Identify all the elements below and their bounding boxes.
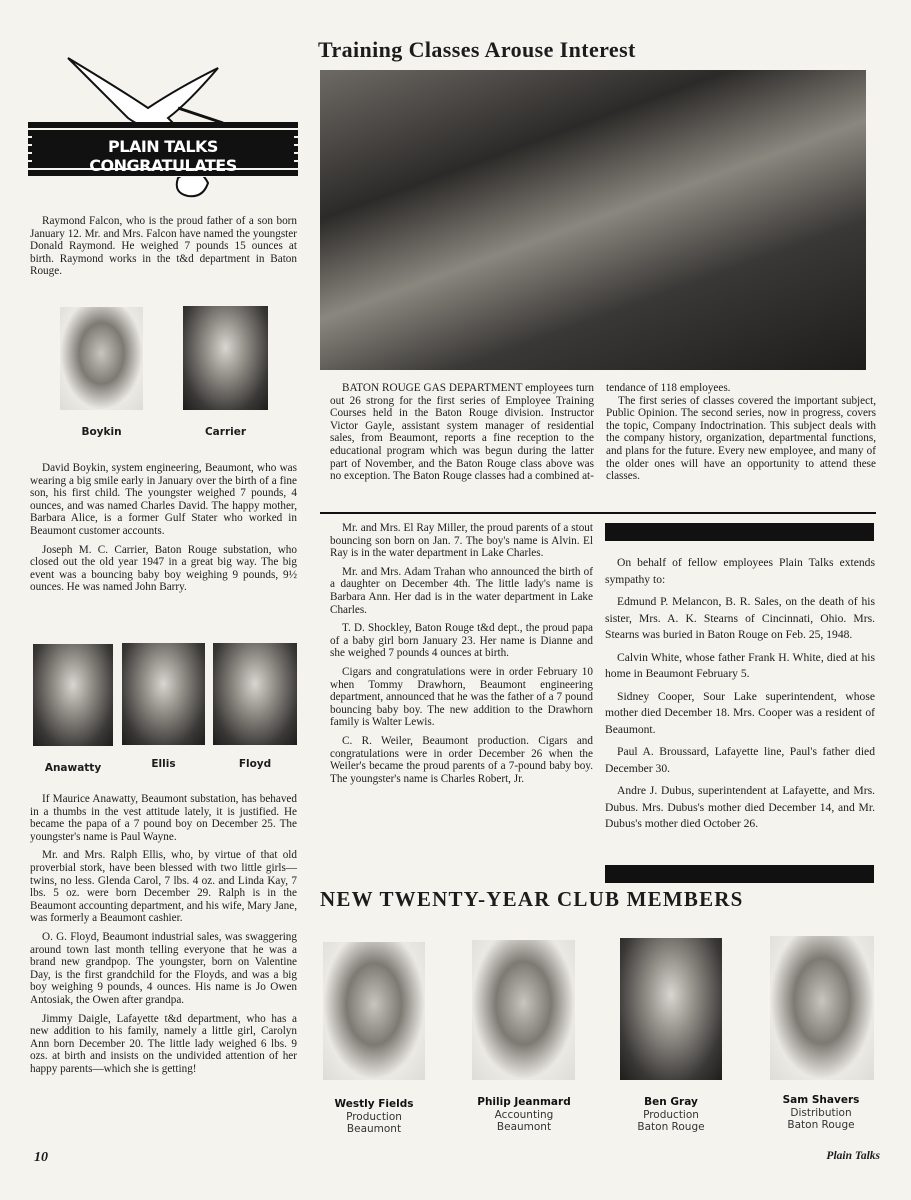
boykin-photo — [60, 307, 143, 410]
training-text-col1: BATON ROUGE GAS DEPARTMENT employees turn out 26 strong for the first series of Employee Training Courses held in the Baton Rouge division. Instructor Victor Gayle, assistant system manager of residential sales, from Beaumont, reports a fine reception to the educational program which was begun during the latter part of November, and the Baton Rouge class above was no exception. The Baton Rouge classes had a combined at- — [330, 382, 594, 483]
training-text-col2: tendance of 118 employees. The first series of classes covered the important subject, Public Opinion. The second series, now in progress, covers the topic, Company Indoctrination. This subject deals with the company history, organization, departmental functions, and plans for the future. Every new employee, and many of the older ones will have an opportunity to attend these classes. — [606, 382, 876, 483]
club-title: NEW TWENTY-YEAR CLUB MEMBERS — [320, 887, 744, 911]
caption-ellis: Ellis — [151, 758, 176, 770]
middle-column: Mr. and Mrs. El Ray Miller, the proud parents of a stout bouncing son born on Jan. 7. The boy's name is Alvin. El Ray is in the water department in Lake Charles. Mr. and Mrs. Adam Trahan who announced the birth of a daughter on December 4th. The little lady's name is Barbara Ann. Her dad is in the water department in Lake Charles. T. D. Shockley, Baton Rouge t&d dept., the proud papa of a baby girl born January 23. Her name is Dianne and she weighed 7 pounds 4 ounces at birth. Cigars and congratulations were in order February 10 when Tommy Drawhorn, Beaumont engineering department, announced that he was the father of a 7 pound bouncing baby boy. The new addition to the Drawhorn family is Walter Lewis. C. R. Weiler, Beaumont production. Cigars and congratulations were in order December 26 when the Weiler's became the proud parents of a 7-pound baby boy. The youngster's name is Charles Robert, Jr. — [330, 522, 593, 785]
caption-anawatty: Anawatty — [44, 762, 102, 774]
member-caption: Westly Fields Production Beaumont — [334, 1098, 414, 1135]
member-photo-westly-fields — [323, 942, 425, 1080]
left-column-top: Raymond Falcon, who is the proud father of a son born January 12. Mr. and Mrs. Falcon have named the youngster Donald Raymond. He weighed 7 pounds 15 ounces at birth. Raymond works in the t&d department in Baton Rouge. — [30, 215, 297, 278]
page-number: 10 — [34, 1150, 48, 1165]
anawatty-photo — [33, 644, 113, 746]
ellis-photo — [122, 643, 205, 745]
caption-floyd: Floyd — [238, 758, 272, 770]
member-caption: Ben Gray Production Baton Rouge — [637, 1096, 705, 1133]
logo-text: PLAIN TALKS CONGRATULATES — [89, 137, 237, 175]
article-title: Training Classes Arouse Interest — [318, 37, 636, 62]
club-header-bar — [605, 865, 874, 883]
member-caption: Sam Shavers Distribution Baton Rouge — [782, 1094, 860, 1131]
caption-boykin: Boykin — [81, 426, 122, 438]
floyd-photo — [213, 643, 297, 745]
member-photo-ben-gray — [620, 938, 722, 1080]
carrier-photo — [183, 306, 268, 410]
left-column-bottom: If Maurice Anawatty, Beaumont substation, has behaved in a thumbs in the vest attitude lately, it is justified. He became the papa of a 7 pound boy on December 25. The youngster's name is Paul Wayne. Mr. and Mrs. Ralph Ellis, who, by virtue of that old proverbial stork, have been blessed with two little girls—twins, no less. Glenda Carol, 7 lbs. 4 oz. and Linda Kay, 7 lbs. 5 oz. were born December 29. Ralph is in the Beaumont accounting department, and his wife, Mary Jane, was formerly a Beaumont cashier. O. G. Floyd, Beaumont industrial sales, was swaggering around town last month telling everyone that he was a brand new grandpop. The youngster, born on Valentine Day, is the first grandchild for the Floyds, and was a big boy weighing 9 pounds, 4 ounces. His name is Jo Owen Antosiak, the Owen after grandpa. Jimmy Daigle, Lafayette t&d department, who has a new addition to his family, namely a little girl, Carolyn Ann born December 20. The little lady weighed 6 lbs. 9 ozs. at birth and insists on the undivided attention of her happy parents—which she is getting! — [30, 793, 297, 1075]
sympathy-header-bar — [605, 523, 874, 541]
divider-rule — [320, 512, 876, 514]
left-column-mid: David Boykin, system engineering, Beaumont, who was wearing a big smile early in January over the birth of a fine son, his first child. The youngster weighed 7 pounds, 4 ounces, and was named Charles David. The happy mother, Barbara Alice, is a former Gulf Stater who worked in Beaumont customer accounts. Joseph M. C. Carrier, Baton Rouge substation, who closed out the old year 1947 in a great big way. The big event was a bouncing baby boy weighing 9 pounds, 9½ ounces. He was named John Barry. — [30, 462, 297, 594]
member-caption: Philip Jeanmard Accounting Beaumont — [477, 1096, 571, 1133]
training-class-photo — [320, 70, 866, 370]
sympathy-column: On behalf of fellow employees Plain Talks extends sympathy to: Edmund P. Melancon, B. R. Sales, on the death of his sister, Mrs. A. K. Stearns of Cincinnati, Ohio. Mrs. Stearns was buried in Baton Rouge on Feb. 25, 1948. Calvin White, whose father Frank H. White, died at his home in Beaumont February 5. Sidney Cooper, Sour Lake superintendent, whose mother died December 18. Mrs. Cooper was a resident of Beaumont. Paul A. Broussard, Lafayette line, Paul's father died December 30. Andre J. Dubus, superintendent at Lafayette, and Mrs. Dubus. Mrs. Dubus's mother died December 14, and Mr. Dubus's mother died October 26. — [605, 556, 875, 830]
caption-carrier: Carrier — [204, 426, 247, 438]
member-photo-sam-shavers — [770, 936, 874, 1080]
member-photo-philip-jeanmard — [472, 940, 575, 1080]
publication-name: Plain Talks — [826, 1150, 880, 1162]
